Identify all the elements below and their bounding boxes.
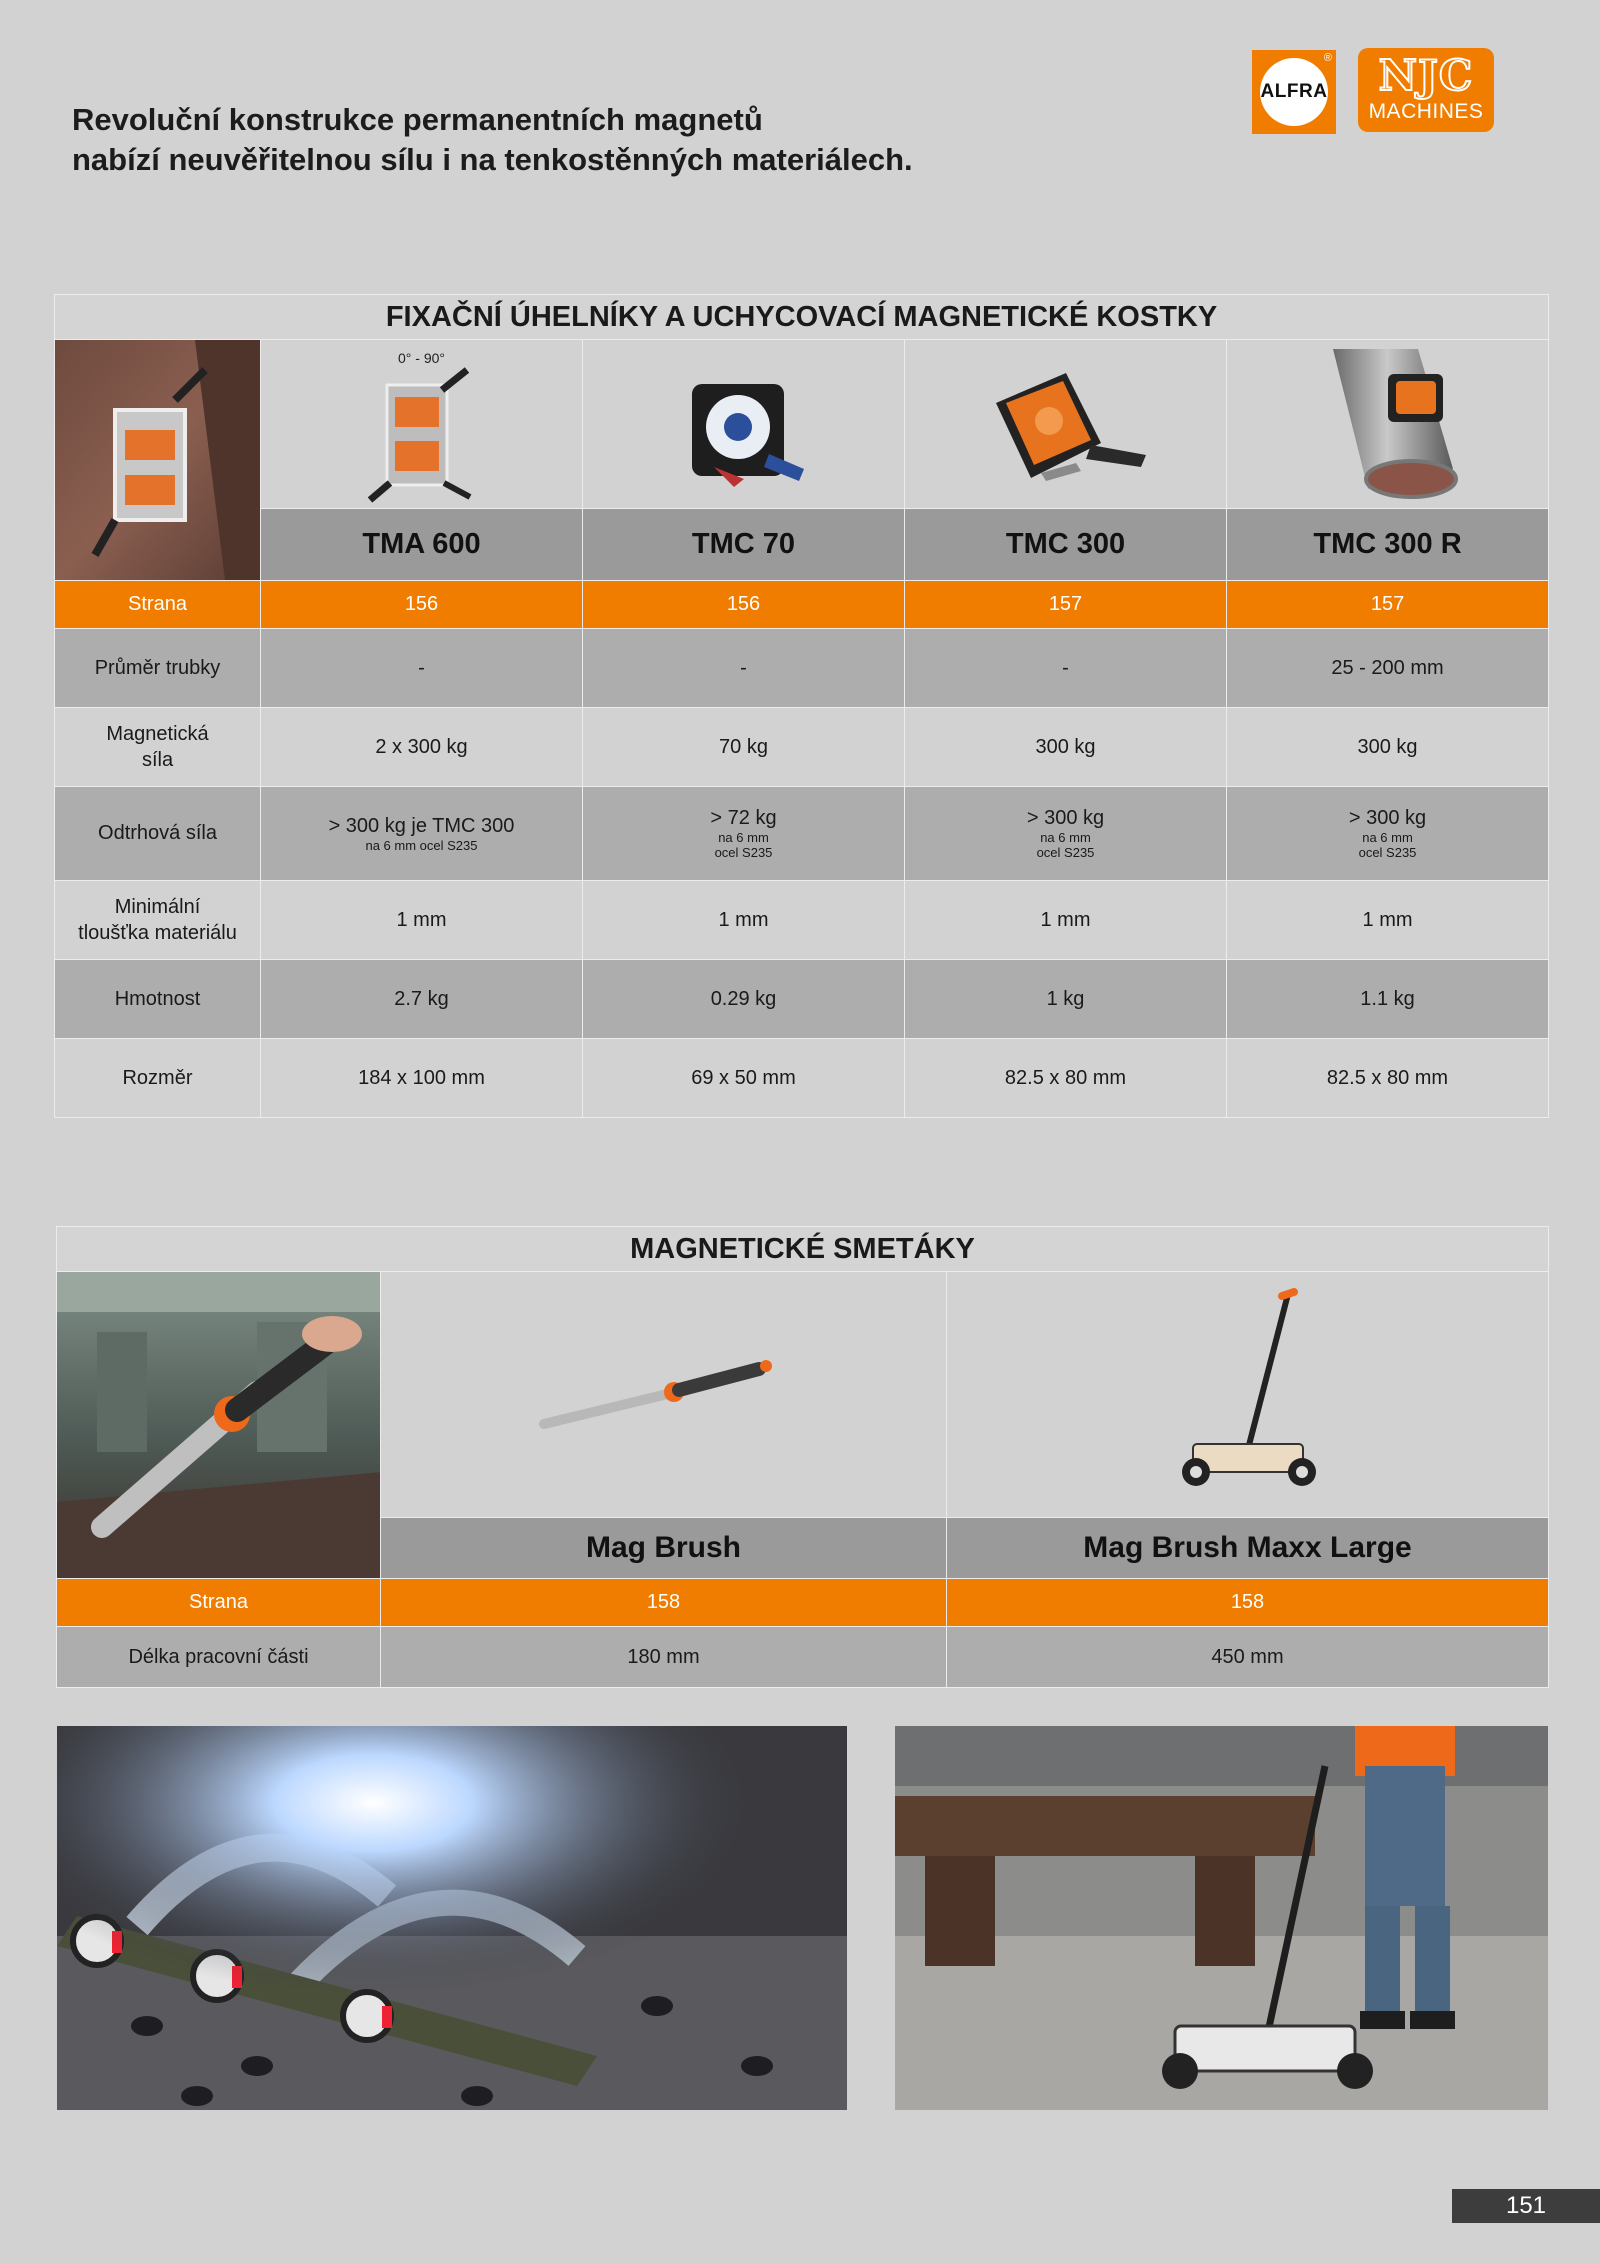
table-row bbox=[55, 581, 1549, 629]
mag-brush-application-photo bbox=[57, 1272, 381, 1579]
row-label-strana: Strana bbox=[55, 581, 261, 629]
tma600-product-image bbox=[261, 340, 583, 509]
table-row bbox=[55, 787, 1549, 881]
table-cell: 1.1 kg bbox=[1227, 960, 1549, 1039]
fixation-magnets-table bbox=[54, 294, 1549, 1118]
table-cell: 0.29 kg bbox=[583, 960, 905, 1039]
cell-main-value: > 300 kg je TMC 300 bbox=[328, 814, 515, 837]
headline-line-2: nabízí neuvěřitelnou sílu i na tenkostěnných materiálech. bbox=[72, 142, 913, 177]
table-cell bbox=[905, 787, 1227, 881]
table-cell: - bbox=[905, 629, 1227, 708]
row-label-minimalni bbox=[55, 881, 261, 960]
table-cell: 1 mm bbox=[1227, 881, 1549, 960]
angle-range-note: 0° - 90° bbox=[398, 350, 445, 366]
table-cell bbox=[1227, 787, 1549, 881]
tma600-application-photo bbox=[55, 340, 261, 581]
tmc300-product-image bbox=[905, 340, 1227, 509]
magnetic-sweepers-table bbox=[56, 1226, 1549, 1688]
table-cell: 158 bbox=[947, 1579, 1549, 1627]
label-line: Magnetická bbox=[106, 723, 209, 745]
label-line: síla bbox=[141, 749, 174, 771]
page-headline bbox=[72, 100, 1072, 180]
cell-note: na 6 mm ocel S235 bbox=[365, 837, 478, 853]
row-label-odtrhova: Odtrhová síla bbox=[55, 787, 261, 881]
table-cell: 158 bbox=[381, 1579, 947, 1627]
table-cell: 1 kg bbox=[905, 960, 1227, 1039]
product-name-tma600: TMA 600 bbox=[261, 508, 583, 580]
cell-note: ocel S235 bbox=[1358, 845, 1417, 860]
table-cell: 156 bbox=[583, 581, 905, 629]
cell-main-value: > 300 kg bbox=[1026, 807, 1105, 829]
table-row bbox=[57, 1579, 1549, 1627]
mag-brush-maxx-usage-photo bbox=[895, 1726, 1548, 2110]
row-label-rozmer: Rozměr bbox=[55, 1039, 261, 1118]
cell-note: ocel S235 bbox=[714, 845, 773, 860]
row-label-hmotnost: Hmotnost bbox=[55, 960, 261, 1039]
cell-note: na 6 mm bbox=[1040, 830, 1091, 845]
mag-brush-product-image bbox=[381, 1272, 947, 1518]
table-cell: 1 mm bbox=[261, 881, 583, 960]
table-cell: 180 mm bbox=[381, 1627, 947, 1688]
tmc70-product-image bbox=[583, 340, 905, 509]
table-title: MAGNETICKÉ SMETÁKY bbox=[57, 1227, 1549, 1272]
product-name-tmc300: TMC 300 bbox=[905, 508, 1227, 580]
table-row bbox=[55, 1039, 1549, 1118]
table-cell: 1 mm bbox=[905, 881, 1227, 960]
njc-logo-subtitle: MACHINES bbox=[1368, 100, 1484, 123]
label-line: tloušťka materiálu bbox=[78, 922, 237, 944]
cell-note: na 6 mm bbox=[718, 830, 769, 845]
table-cell: - bbox=[261, 629, 583, 708]
njc-machines-logo bbox=[1358, 48, 1494, 132]
table-cell bbox=[261, 787, 583, 881]
table-cell: 1 mm bbox=[583, 881, 905, 960]
product-name-mag-brush-maxx-large: Mag Brush Maxx Large bbox=[947, 1517, 1549, 1578]
table-cell: 2 x 300 kg bbox=[261, 708, 583, 787]
product-name-tmc300r: TMC 300 R bbox=[1227, 508, 1549, 580]
welding-fixture-photo bbox=[57, 1726, 847, 2110]
row-label-delka: Délka pracovní části bbox=[57, 1627, 381, 1688]
row-label-strana: Strana bbox=[57, 1579, 381, 1627]
table-cell: 157 bbox=[905, 581, 1227, 629]
alfra-logo-text: ALFRA bbox=[1260, 58, 1328, 126]
table-cell: 25 - 200 mm bbox=[1227, 629, 1549, 708]
table-cell bbox=[583, 787, 905, 881]
page-number: 151 bbox=[1452, 2189, 1600, 2223]
table-cell: 70 kg bbox=[583, 708, 905, 787]
label-line: Minimální bbox=[114, 896, 201, 918]
row-label-prumer: Průměr trubky bbox=[55, 629, 261, 708]
alfra-logo bbox=[1252, 50, 1336, 134]
table-cell: - bbox=[583, 629, 905, 708]
table-row bbox=[55, 881, 1549, 960]
table-cell: 69 x 50 mm bbox=[583, 1039, 905, 1118]
cell-main-value: > 72 kg bbox=[710, 807, 777, 829]
table-cell: 157 bbox=[1227, 581, 1549, 629]
table-cell: 300 kg bbox=[905, 708, 1227, 787]
cell-note: ocel S235 bbox=[1036, 845, 1095, 860]
table-cell: 300 kg bbox=[1227, 708, 1549, 787]
table-cell: 2.7 kg bbox=[261, 960, 583, 1039]
table-cell: 82.5 x 80 mm bbox=[905, 1039, 1227, 1118]
tmc300r-product-image bbox=[1227, 340, 1549, 509]
registered-mark-icon: ® bbox=[1323, 52, 1332, 64]
table-row bbox=[55, 708, 1549, 787]
headline-line-1: Revoluční konstrukce permanentních magnetů bbox=[72, 102, 763, 137]
table-title: FIXAČNÍ ÚHELNÍKY A UCHYCOVACÍ MAGNETICKÉ KOSTKY bbox=[55, 295, 1549, 340]
cell-main-value: > 300 kg bbox=[1348, 807, 1427, 829]
table-cell: 184 x 100 mm bbox=[261, 1039, 583, 1118]
table-row bbox=[55, 960, 1549, 1039]
table-cell: 450 mm bbox=[947, 1627, 1549, 1688]
table-cell: 156 bbox=[261, 581, 583, 629]
mag-brush-maxx-product-image bbox=[947, 1272, 1549, 1518]
row-label-magneticka bbox=[55, 708, 261, 787]
table-row bbox=[57, 1627, 1549, 1688]
product-name-mag-brush: Mag Brush bbox=[381, 1517, 947, 1578]
product-name-tmc70: TMC 70 bbox=[583, 508, 905, 580]
njc-logo-mark: NJC bbox=[1378, 51, 1474, 100]
table-row bbox=[55, 629, 1549, 708]
cell-note: na 6 mm bbox=[1362, 830, 1413, 845]
table-cell: 82.5 x 80 mm bbox=[1227, 1039, 1549, 1118]
